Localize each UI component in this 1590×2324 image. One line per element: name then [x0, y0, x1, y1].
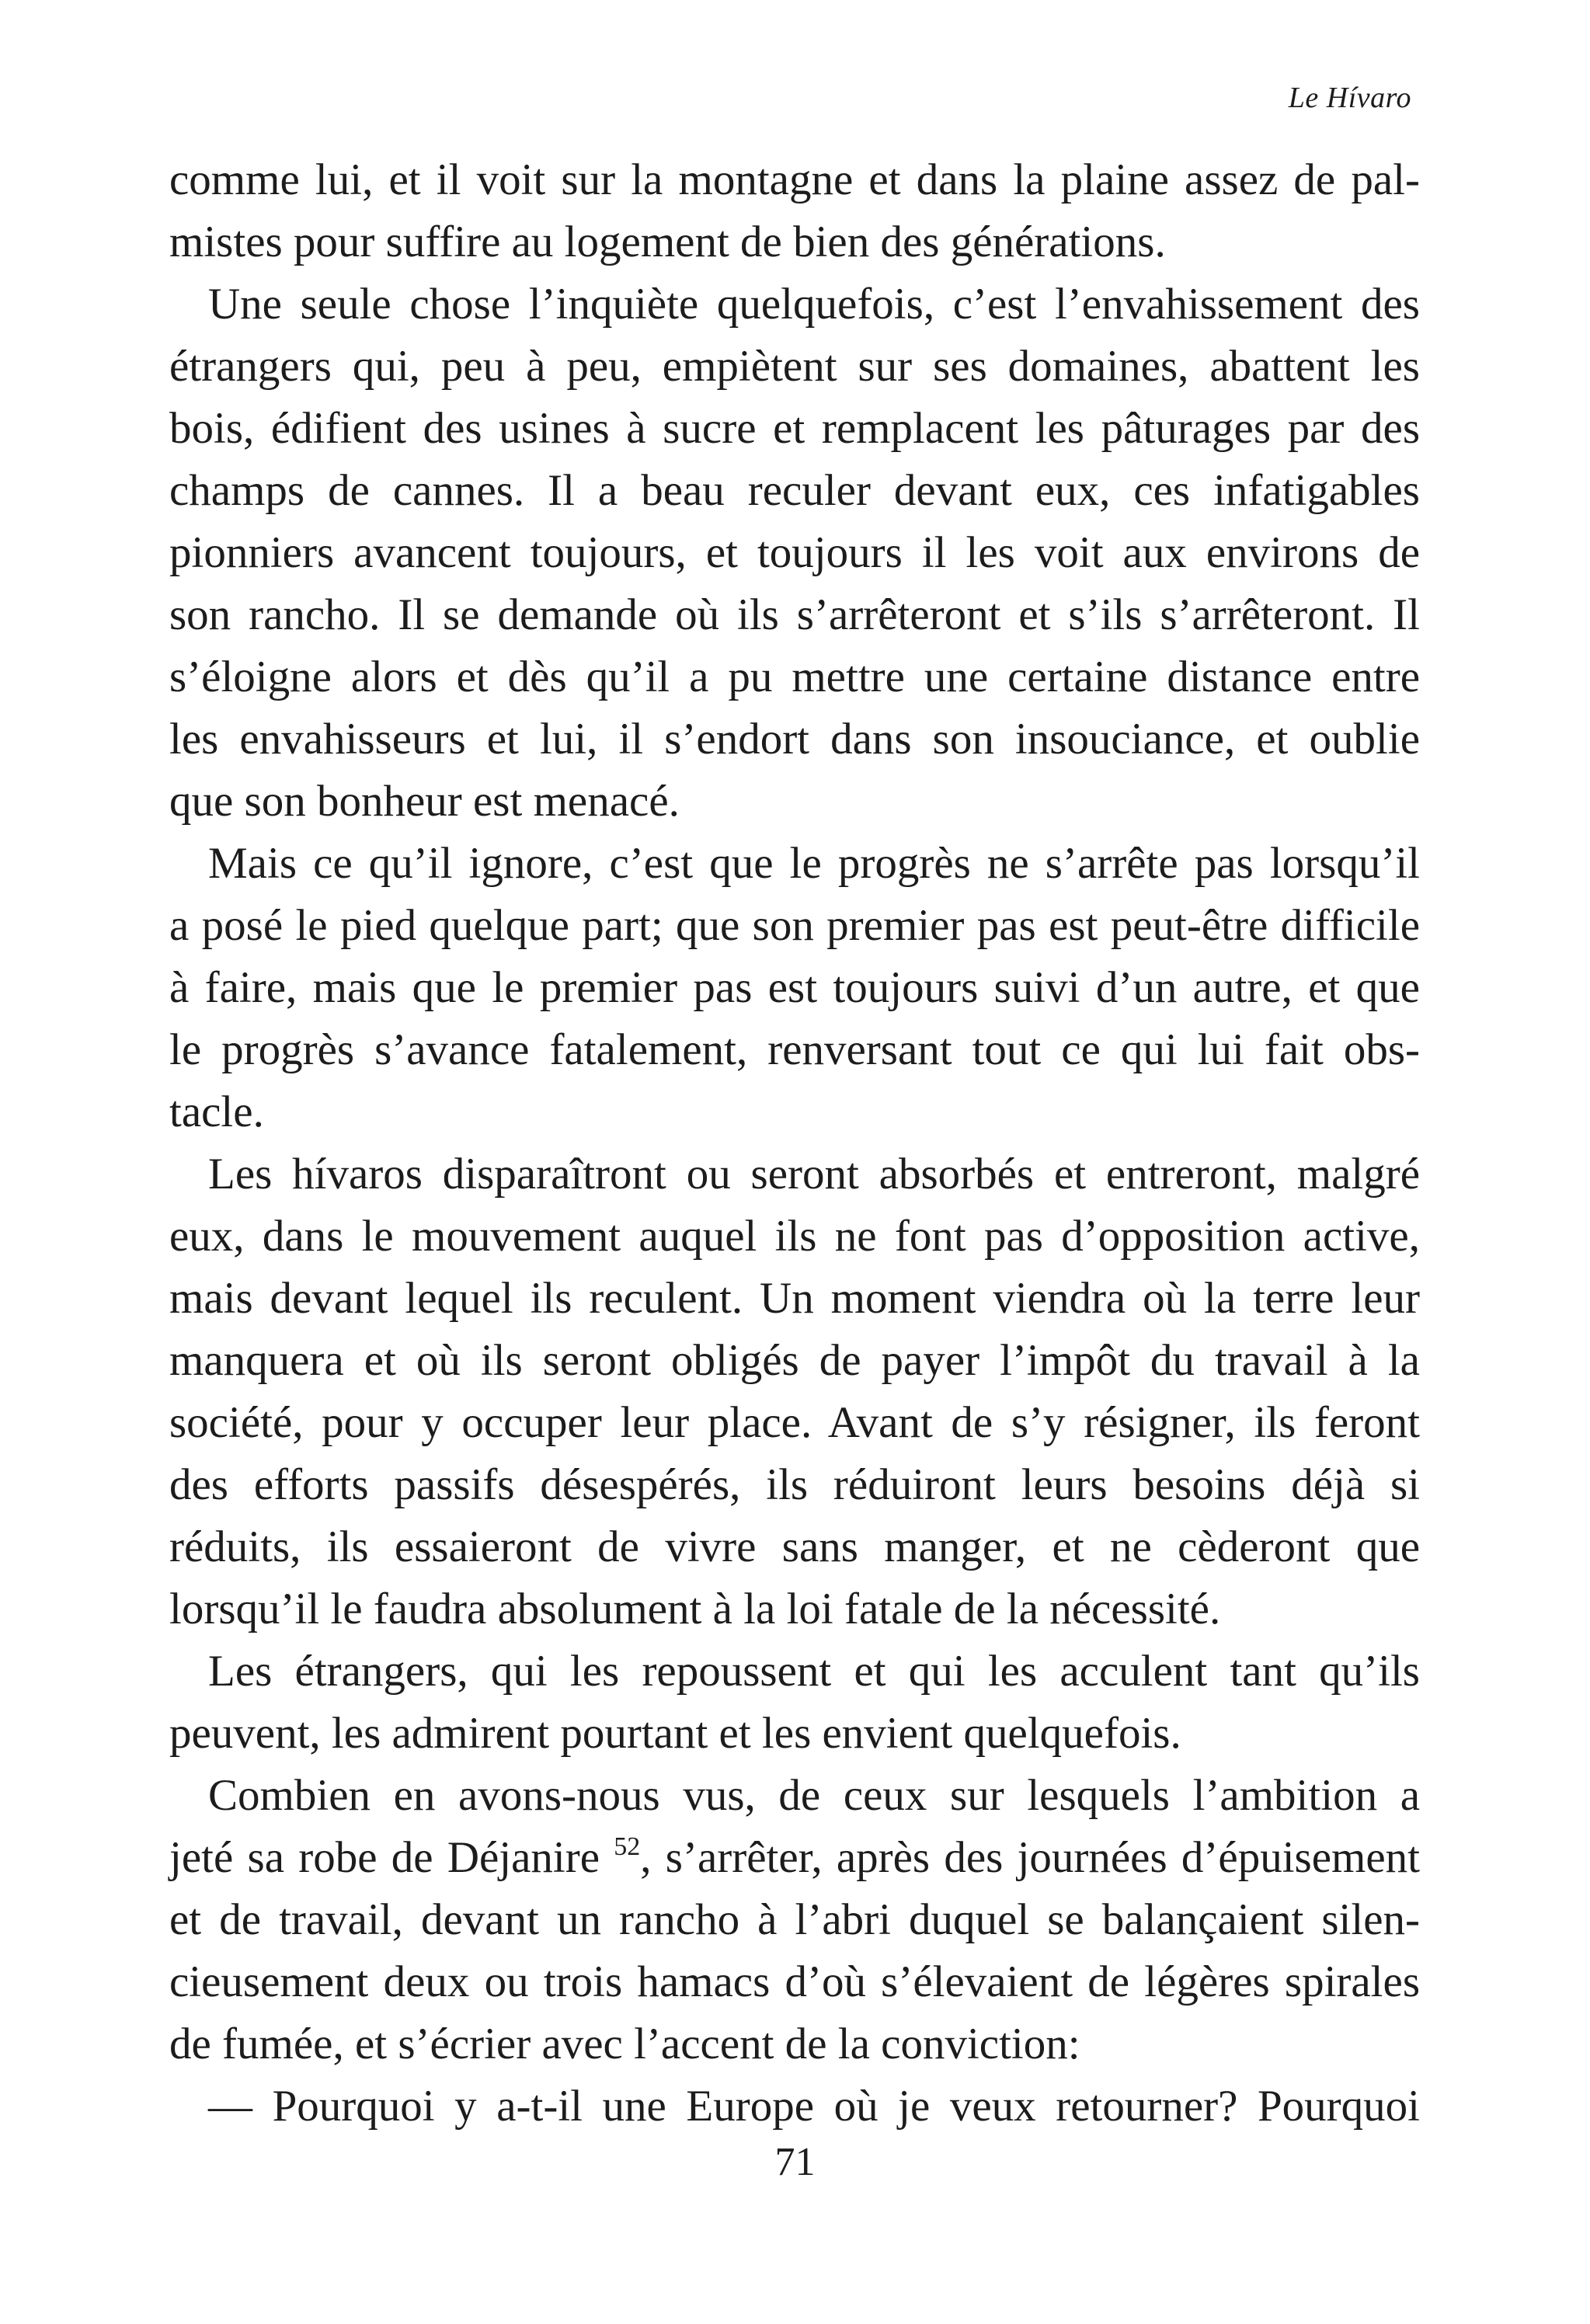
text-line: et de travail, devant un rancho à l’abri duquel se balançaient silen-: [169, 1895, 1420, 1944]
body-text: [169, 149, 1420, 2138]
text-line: société, pour y occuper leur place. Avant de s’y résigner, ils feront: [169, 1398, 1420, 1447]
text-line: mais devant lequel ils reculent. Un moment viendra où la terre leur: [169, 1274, 1420, 1323]
text-line: champs de cannes. Il a beau reculer devant eux, ces infatigables: [169, 466, 1420, 515]
text-line: s’éloigne alors et dès qu’il a pu mettre une certaine distance entre: [169, 652, 1420, 701]
text-line-with-footnote: [169, 1827, 1420, 1889]
text-line: a posé le pied quelque part; que son premier pas est peut-être difficile: [169, 901, 1420, 950]
text-line: étrangers qui, peu à peu, empiètent sur ses domaines, abattent les: [169, 342, 1420, 391]
text-line: Mais ce qu’il ignore, c’est que le progrès ne s’arrête pas lorsqu’il: [208, 839, 1420, 888]
text-line: cieusement deux ou trois hamacs d’où s’élevaient de légères spirales: [169, 1957, 1420, 2006]
text-line: lorsqu’il le faudra absolument à la loi fatale de la nécessité.: [169, 1585, 1221, 1633]
text-line: Combien en avons-nous vus, de ceux sur lesquels l’ambition a: [208, 1771, 1420, 1820]
text-segment: jeté sa robe de Déjanire: [169, 1833, 614, 1882]
running-header: Le Hívaro: [1288, 82, 1411, 114]
text-line: eux, dans le mouvement auquel ils ne font pas d’opposition active,: [169, 1212, 1420, 1261]
text-line: réduits, ils essaieront de vivre sans manger, et ne cèderont que: [169, 1522, 1420, 1571]
text-line: le progrès s’avance fatalement, renversant tout ce qui lui fait obs-: [169, 1025, 1420, 1074]
text-line: de fumée, et s’écrier avec l’accent de la conviction:: [169, 2020, 1080, 2068]
text-line: que son bonheur est menacé.: [169, 777, 680, 826]
text-line: son rancho. Il se demande où ils s’arrêteront et s’ils s’arrêteront. Il: [169, 590, 1420, 639]
text-line: tacle.: [169, 1087, 264, 1136]
text-line: manquera et où ils seront obligés de payer l’impôt du travail à la: [169, 1336, 1420, 1385]
text-line: — Pourquoi y a-t-il une Europe où je veux retourner? Pourquoi: [208, 2082, 1420, 2131]
text-line: Une seule chose l’inquiète quelquefois, c’est l’envahissement des: [208, 280, 1420, 329]
text-line: pionniers avancent toujours, et toujours il les voit aux environs de: [169, 528, 1420, 577]
footnote-marker[interactable]: 52: [614, 1832, 641, 1861]
text-line: peuvent, les admirent pourtant et les envient quelquefois.: [169, 1709, 1181, 1758]
text-line: les envahisseurs et lui, il s’endort dans son insouciance, et oublie: [169, 715, 1420, 764]
text-line: comme lui, et il voit sur la montagne et dans la plaine assez de pal-: [169, 155, 1420, 204]
text-line: Les hívaros disparaîtront ou seront absorbés et entreront, malgré: [208, 1150, 1420, 1199]
page-number: 71: [774, 2140, 816, 2184]
text-line: des efforts passifs désespérés, ils réduiront leurs besoins déjà si: [169, 1460, 1420, 1509]
text-line: à faire, mais que le premier pas est toujours suivi d’un autre, et que: [169, 963, 1420, 1012]
text-line: bois, édifient des usines à sucre et remplacent les pâturages par des: [169, 404, 1420, 453]
text-segment: , s’arrêter, après des journées d’épuisement: [640, 1833, 1420, 1882]
text-line: mistes pour suffire au logement de bien des générations.: [169, 217, 1166, 266]
text-line: Les étrangers, qui les repoussent et qui les acculent tant qu’ils: [208, 1647, 1420, 1696]
